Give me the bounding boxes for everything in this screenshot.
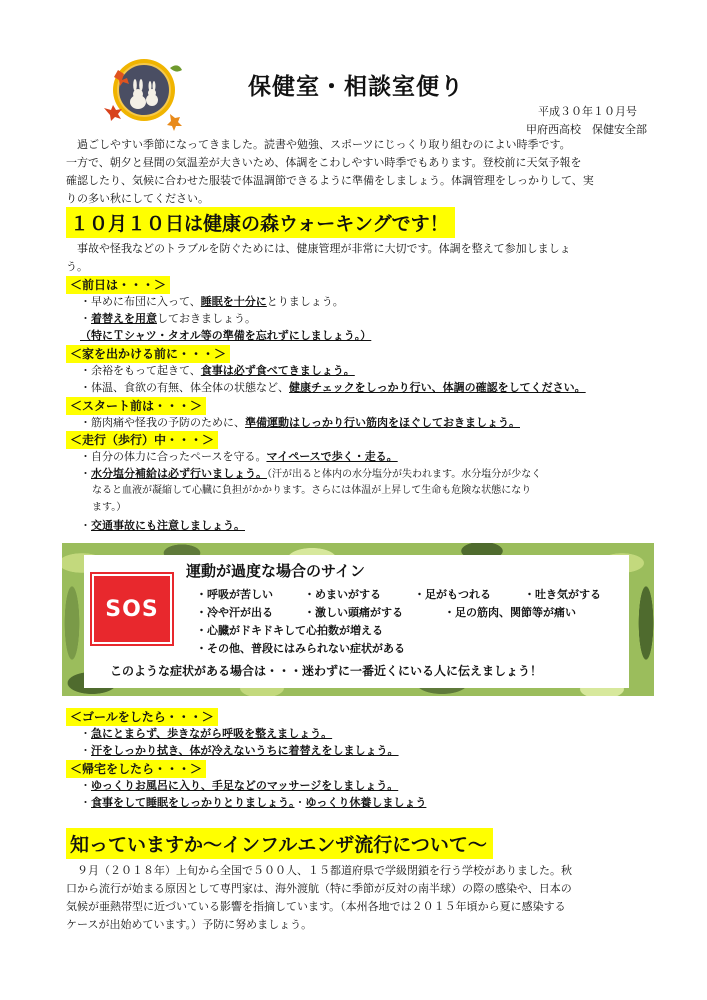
lead-line: 事故や怪我などのトラブルを防ぐためには、健康管理が非常に大切です。体調を整えて参加しましょ — [66, 242, 571, 255]
item-text: ・ — [80, 744, 91, 757]
flu-heading: 知っていますか～インフルエンザ流行について～ — [66, 828, 493, 859]
page-title: 保健室・相談室便り — [248, 74, 464, 100]
sign-item: ・吐き気がする — [524, 588, 601, 601]
item-emphasis: 食事は必ず食べてきましょう。 — [200, 364, 355, 377]
list-item — [80, 293, 344, 310]
item-emphasis: 水分塩分補給は必ず行いましょう。 — [91, 467, 267, 480]
item-text: （汗が出ると体内の水分塩分が失われます。水分塩分が少なく — [267, 469, 542, 480]
item-emphasis: 睡眠を十分に — [200, 295, 267, 308]
flu-line: 口から流行が始まる原因として専門家は、海外渡航（特に季節が反対の南半球）の際の感染や、日本の — [66, 882, 572, 895]
item-text: ・自分の体力に合ったペースを守る。 — [80, 450, 267, 463]
item-emphasis: マイペースで歩く・走る。 — [266, 450, 398, 463]
list-item — [80, 327, 371, 344]
flu-line: 気候が亜熱帯型に近づいている影響を指摘しています。（本州各地では２０１５年頃から夏に感染する — [66, 900, 566, 913]
item-emphasis: 着替えを用意 — [91, 312, 157, 325]
sign-item: ・呼吸が苦しい — [196, 588, 273, 601]
section-during-walk: ＜走行（歩行）中・・・＞ — [66, 431, 218, 449]
issue-date: 平成３０年１０月号 — [538, 105, 637, 118]
list-item — [80, 379, 586, 396]
item-text: ・ — [294, 796, 306, 809]
sign-item: ・冷や汗が出る — [196, 606, 273, 619]
item-text: ・ — [80, 796, 91, 809]
walking-heading: １０月１０日は健康の森ウォーキングです！ — [66, 207, 455, 238]
moon-rabbit-logo — [100, 50, 185, 135]
publisher: 甲府西高校 保健安全部 — [526, 123, 647, 136]
list-item — [80, 362, 355, 379]
list-item-continued: ます。） — [92, 502, 127, 513]
item-text: ・ — [80, 467, 91, 480]
section-after-goal: ＜ゴールをしたら・・・＞ — [66, 708, 218, 726]
item-emphasis: 食事をして睡眠をしっかりとりましょう。 — [91, 796, 295, 809]
list-item — [80, 310, 256, 327]
intro-line: 一方で、朝夕と昼間の気温差が大きいため、体調をこわしやすい時季でもあります。登校前に天気予報を — [66, 156, 582, 169]
item-text: ・余裕をもって起きて、 — [80, 364, 201, 377]
item-text: ・ — [80, 519, 91, 532]
intro-line: りの多い秋にしてください。 — [66, 192, 209, 205]
sign-item: ・めまいがする — [304, 588, 381, 601]
list-item-continued: なると血液が凝縮して心臓に負担がかかります。さらには体温が上昇して生命も危険な状態になり — [92, 485, 532, 496]
item-emphasis: 健康チェックをしっかり行い、体調の確認をしてください。 — [289, 381, 586, 394]
item-text: ・ — [80, 312, 91, 325]
item-text: ・ — [80, 779, 91, 792]
intro-paragraph — [66, 136, 594, 208]
sign-item: ・心臓がドキドキして心拍数が増える — [196, 624, 383, 637]
item-emphasis: 準備運動はしっかり行い筋肉をほぐしておきましょう。 — [245, 416, 520, 429]
item-text: しておきましょう。 — [157, 312, 256, 325]
item-emphasis: 急にとまらず、歩きながら呼吸を整えましょう。 — [91, 727, 333, 740]
list-item — [80, 794, 426, 811]
list-item — [80, 465, 541, 483]
section-before-leaving: ＜家を出かける前に・・・＞ — [66, 345, 230, 363]
sos-badge: SOS — [92, 574, 172, 644]
intro-line: 確認したり、気候に合わせた服装で体温調節できるように準備をしましょう。体調管理をしっかりして、実 — [66, 174, 594, 187]
item-emphasis: ゆっくり休養しましょう — [305, 796, 427, 809]
list-item — [80, 725, 332, 742]
flu-line: ケースが出始めています。）予防に努めましょう。 — [66, 918, 313, 931]
sos-title: 運動が過度な場合のサイン — [186, 562, 365, 580]
intro-line: 過ごしやすい季節になってきました。読書や勉強、スポーツにじっくり取り組むのによい時季です。 — [66, 138, 571, 151]
list-item — [80, 777, 398, 794]
list-item — [80, 448, 398, 465]
lead-line: う。 — [66, 260, 88, 273]
walking-lead — [66, 240, 571, 276]
item-text: ・ — [80, 727, 91, 740]
list-item — [80, 742, 399, 759]
item-emphasis: 交通事故にも注意しましょう。 — [91, 519, 245, 532]
item-text: ・体温、食欲の有無、体全体の状態など、 — [80, 381, 289, 394]
list-item — [80, 414, 520, 431]
sos-advice: このような症状がある場合は・・・迷わずに一番近くにいる人に伝えましょう！ — [110, 664, 543, 678]
item-emphasis: ゆっくりお風呂に入り、手足などのマッサージをしましょう。 — [91, 779, 399, 792]
section-after-home: ＜帰宅をしたら・・・＞ — [66, 760, 206, 778]
sign-item: ・足がもつれる — [414, 588, 491, 601]
section-day-before: ＜前日は・・・＞ — [66, 276, 170, 294]
item-emphasis: 汗をしっかり拭き、体が冷えないうちに着替えをしましょう。 — [91, 744, 399, 757]
item-emphasis: （特にＴシャツ・タオル等の準備を忘れずにしましょう。） — [80, 329, 372, 342]
list-item — [80, 517, 245, 534]
sign-item: ・激しい頭痛がする — [304, 606, 403, 619]
item-text: とりましょう。 — [266, 295, 344, 308]
item-text: ・早めに布団に入って、 — [80, 295, 201, 308]
flu-line: ９月（２０１８年）上旬から全国で５００人、１５都道府県で学級閉鎖を行う学校がありました。秋 — [66, 864, 572, 877]
section-before-start: ＜スタート前は・・・＞ — [66, 397, 206, 415]
sign-item: ・その他、普段にはみられない症状がある — [196, 642, 405, 655]
item-text: ・筋肉痛や怪我の予防のために、 — [80, 416, 245, 429]
flu-paragraph — [66, 862, 572, 934]
sign-item: ・足の筋肉、関節等が痛い — [444, 606, 576, 619]
